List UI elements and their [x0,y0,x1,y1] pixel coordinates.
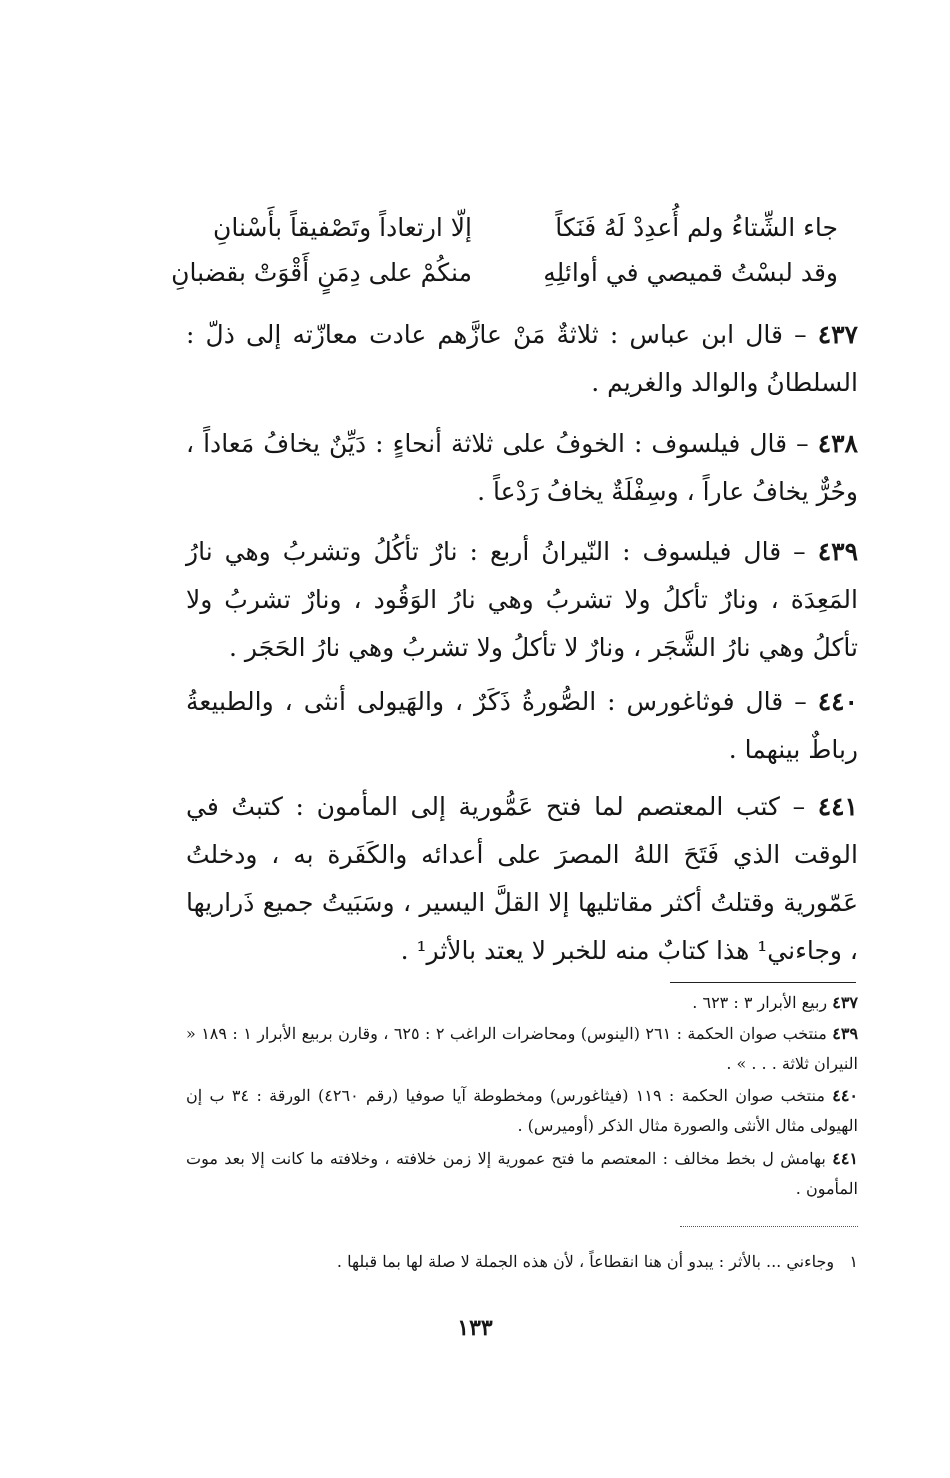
footnote-text: وجاءني ... بالأثر : يبدو أن هنا انقطاعاً ، لأن هذه الجملة لا صلة لها بما قبلها . [336,1252,835,1271]
entry-439 [186,528,858,672]
entry-437 [186,311,858,407]
entry-text: – قال فيلسوف : النّيرانُ أربع : نارٌ تأكُلُ وتشربُ وهي نارُ المَعِدَة ، ونارٌ تأكلُ ولا تشربُ وهي نارُ الوَقُود ، ونارٌ تشربُ ولا تأكلُ وهي نارُ الشَّجَر ، ونارٌ لا تأكلُ ولا تشربُ وهي نارُ الحَجَر . [186,537,858,662]
entry-text: – قال فوثاغورس : الصُّورةُ ذَكَرٌ ، والهَيولى أنثى ، والطبيعةُ رباطٌ بينهما . [186,687,858,764]
entry-438 [186,420,858,516]
source-note-text: منتخب صوان الحكمة : ١١٩ (فيثاغورس) ومخطوطة آيا صوفيا (رقم ٤٢٦٠) الورقة : ٣٤ ب إن الهيولى مثال الأنثى والصورة مثال الذكر (أوميرس) . [186,1086,858,1135]
verse-hemistich-first: جاء الشِّتاءُ ولم أُعدِدْ لَهُ فَنَكاً [555,213,838,242]
source-note [186,1019,858,1079]
source-note-number: ٤٣٩ [832,1024,859,1043]
entry-text: – قال ابن عباس : ثلاثةٌ مَنْ عازَّهم عادت معازّته إلى ذلّ : السلطانُ والوالد والغريم . [186,320,858,397]
page-number: ١٣٣ [457,1315,493,1341]
editor-footnote [186,1248,858,1276]
source-note-number: ٤٤١ [832,1149,859,1168]
verse-hemistich-first: وقد لبسْتُ قميصي في أوائلِهِ [543,258,838,287]
source-note-number: ٤٣٧ [832,993,858,1012]
entry-number: ٤٤٠ [817,687,858,716]
footnote-separator [670,982,856,983]
source-note [186,1081,858,1141]
entry-number: ٤٤١ [817,792,858,821]
verse-hemistich-second: إلّا ارتعاداً وتَصْفيقاً بأَسْنانِ [213,213,472,242]
source-note [186,1144,858,1204]
entry-number: ٤٣٧ [817,320,858,349]
verse-line [98,253,838,293]
entry-number: ٤٣٩ [817,537,859,566]
entry-number: ٤٣٨ [817,429,858,458]
source-note-text: منتخب صوان الحكمة : ٢٦١ (الينوس) ومحاضرات الراغب ٢ : ٦٢٥ ، وقارن بربيع الأبرار ١ : ١٨٩ « النيران ثلاثة . . . » . [186,1024,858,1073]
entry-441 [186,783,858,975]
footnote-marker: ١ [849,1252,858,1271]
verse-hemistich-second: منكُمْ على دِمَنٍ أَقْوَتْ بقضبانِ [171,258,472,287]
source-note [186,988,858,1018]
footnote-dotted-separator [680,1226,858,1227]
source-note-text: بهامش ل بخط مخالف : المعتصم ما فتح عمورية إلا زمن خلافته ، وخلافته ما كانت إلا بعد موت المأمون . [186,1149,858,1198]
entry-text: – كتب المعتصم لما فتح عَمُّورية إلى المأمون : كتبتُ في الوقت الذي فَتَحَ اللهُ المصرَ على أعدائه والكَفَرة به ، ودخلتُ عَمّورية وقتلتُ أكثر مقاتليها إلا القلَّ اليسير ، وسَبَيتُ جميع ذَراريها ، وجاءني¹ هذا كتابٌ منه للخبر لا يعتد بالأثر¹ . [186,792,859,965]
source-note-text: ربيع الأبرار ٣ : ٦٢٣ . [692,993,828,1012]
source-note-number: ٤٤٠ [832,1086,859,1105]
verse-line [98,208,838,248]
entry-440 [186,678,858,774]
entry-text: – قال فيلسوف : الخوفُ على ثلاثة أنحاءٍ : دَيِّنٌ يخافُ مَعاداً ، وحُرٌّ يخافُ عاراً ، وسِفْلَةٌ يخافُ رَدْعاً . [186,429,858,506]
